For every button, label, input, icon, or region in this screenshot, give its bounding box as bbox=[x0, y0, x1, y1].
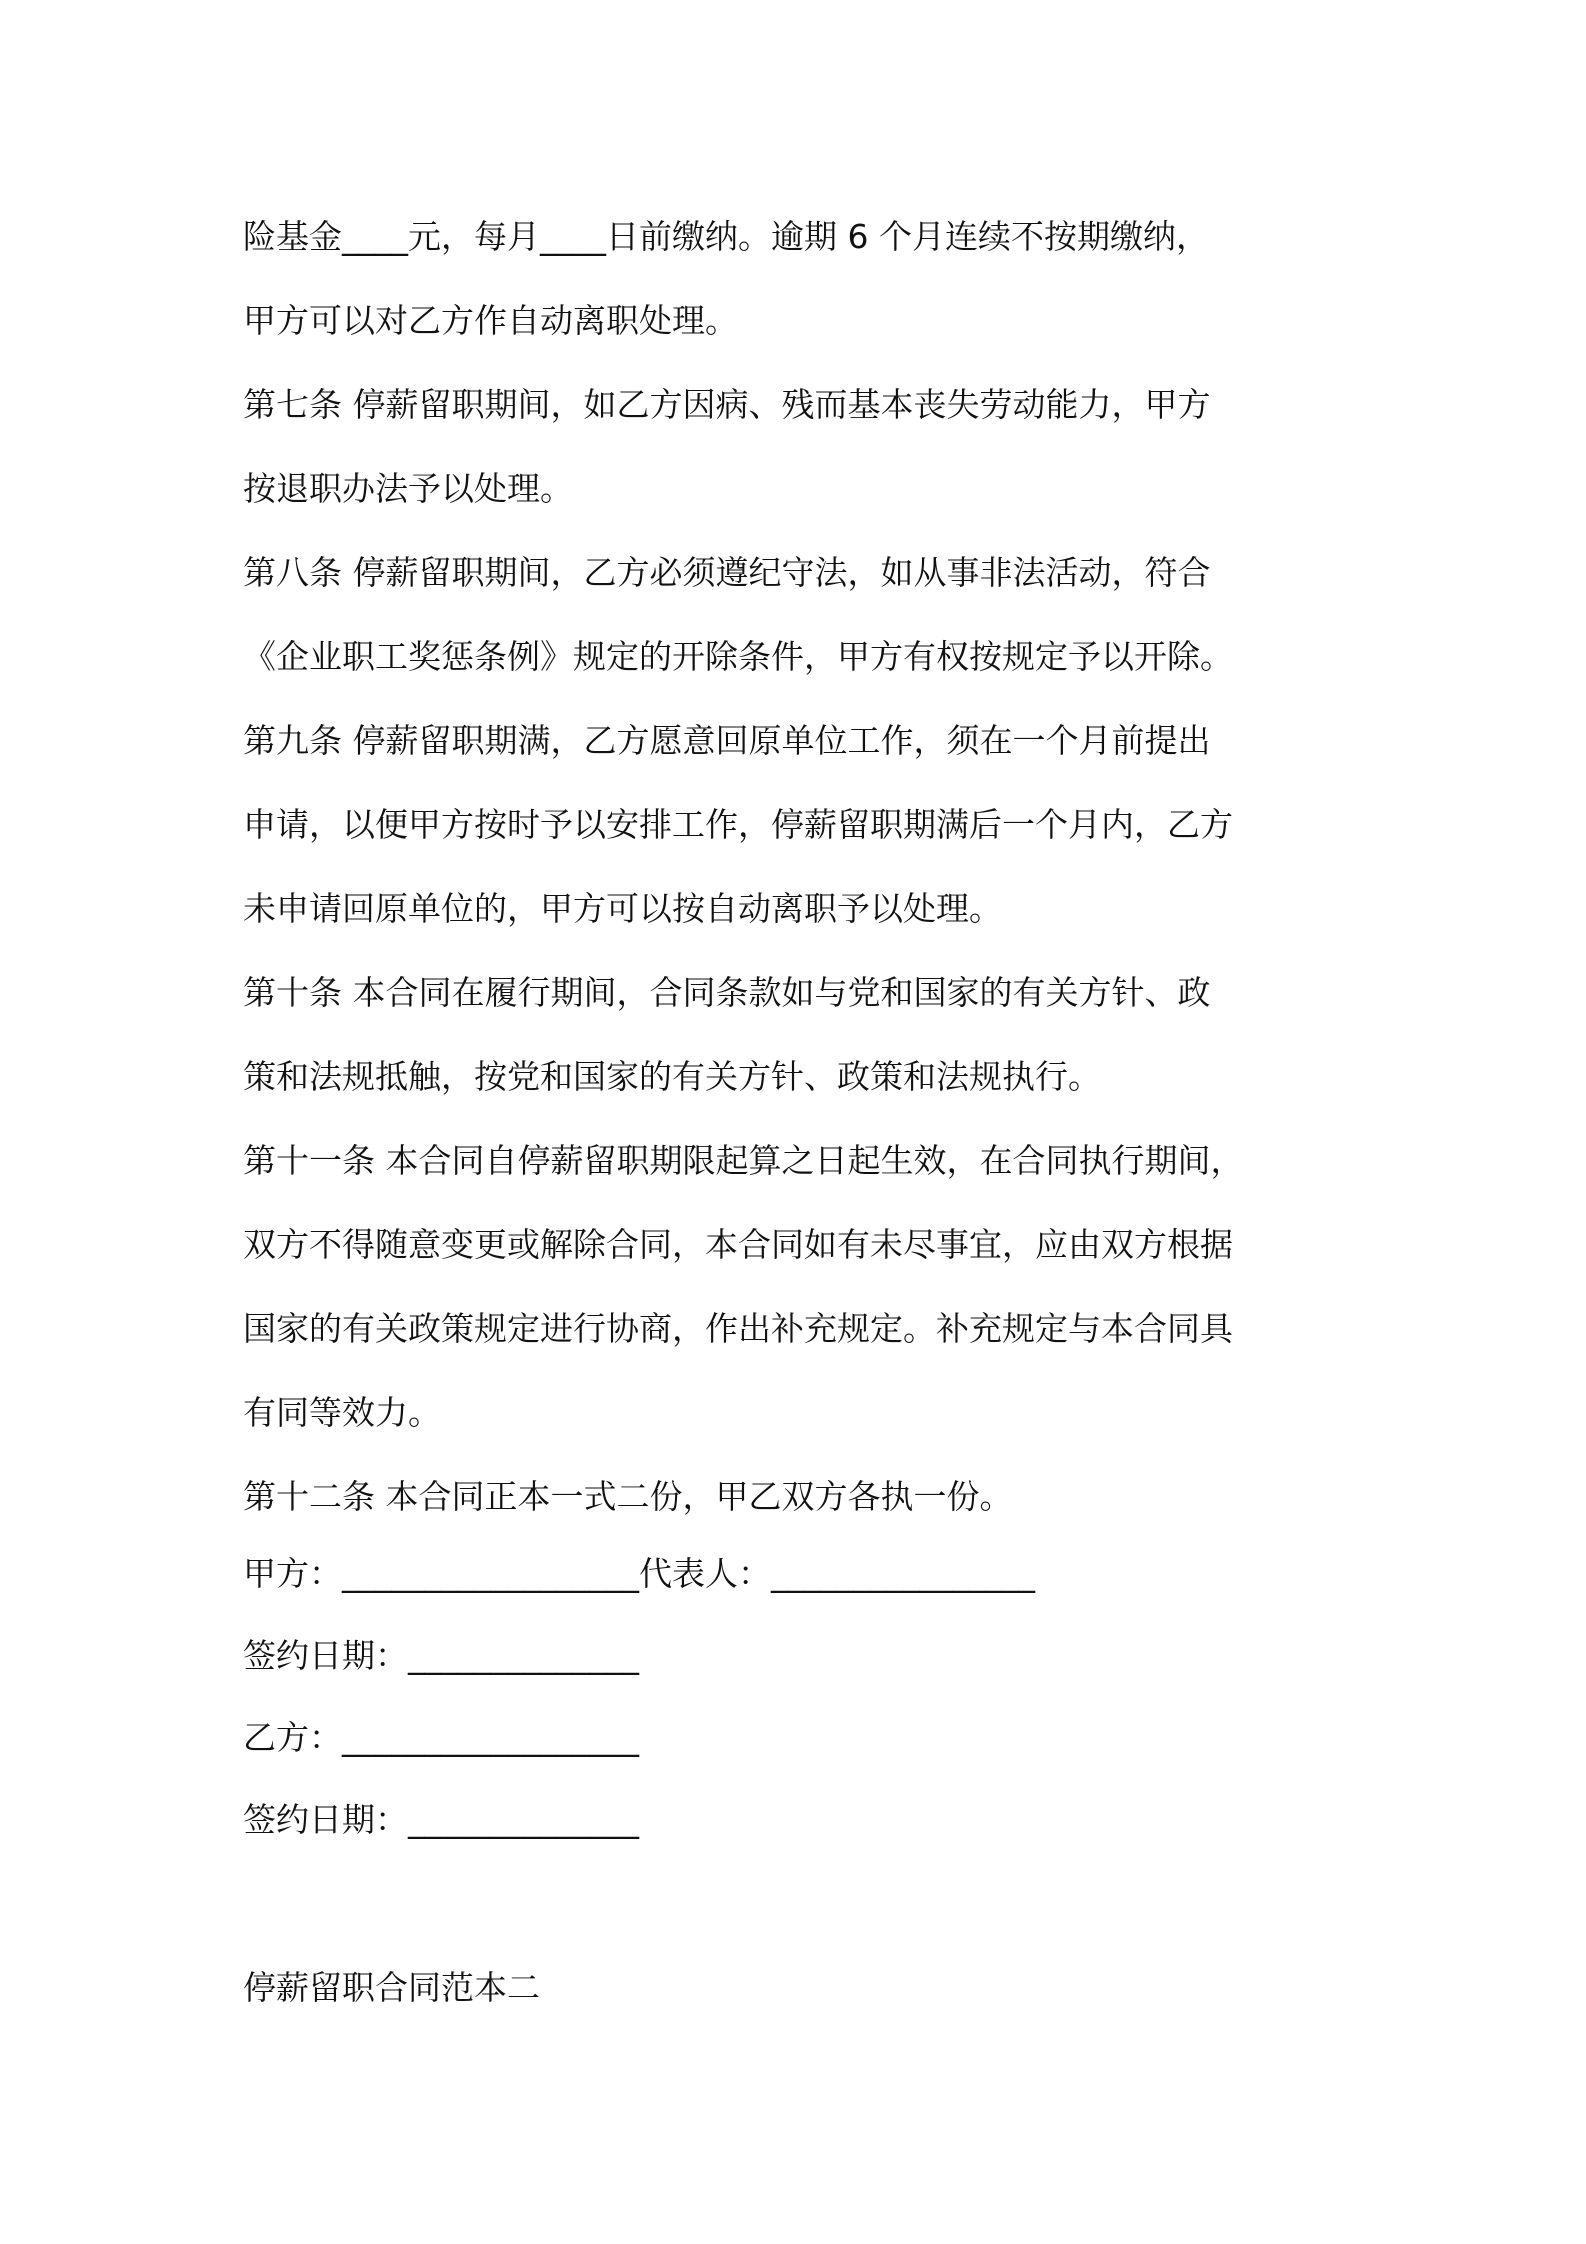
body-line: 按退职办法予以处理。 bbox=[243, 469, 573, 508]
body-line: 未申请回原单位的，甲方可以按自动离职予以处理。 bbox=[243, 889, 1002, 928]
body-line: 第十条 本合同在履行期间，合同条款如与党和国家的有关方针、政 bbox=[243, 973, 1211, 1012]
party-b-signature-line: 乙方：__________________ bbox=[243, 1718, 639, 1757]
body-line: 第八条 停薪留职期间，乙方必须遵纪守法，如从事非法活动，符合 bbox=[243, 553, 1211, 592]
body-line: 险基金____元，每月____日前缴纳。逾期 6 个月连续不按期缴纳， bbox=[243, 217, 1209, 256]
body-line: 申请，以便甲方按时予以安排工作，停薪留职期满后一个月内，乙方 bbox=[243, 805, 1233, 844]
body-line: 双方不得随意变更或解除合同，本合同如有未尽事宜，应由双方根据 bbox=[243, 1225, 1233, 1264]
body-line: 国家的有关政策规定进行协商，作出补充规定。补充规定与本合同具 bbox=[243, 1309, 1233, 1348]
party-b-date-line: 签约日期：______________ bbox=[243, 1800, 639, 1839]
body-line: 第九条 停薪留职期满，乙方愿意回原单位工作，须在一个月前提出 bbox=[243, 721, 1211, 760]
body-line: 第十二条 本合同正本一式二份，甲乙双方各执一份。 bbox=[243, 1477, 1013, 1516]
body-line: 有同等效力。 bbox=[243, 1393, 441, 1432]
contract-body bbox=[243, 195, 1353, 1539]
body-line: 第七条 停薪留职期间，如乙方因病、残而基本丧失劳动能力，甲方 bbox=[243, 385, 1211, 424]
body-line: 第十一条 本合同自停薪留职期限起算之日起生效，在合同执行期间， bbox=[243, 1141, 1244, 1180]
body-line: 甲方可以对乙方作自动离职处理。 bbox=[243, 301, 738, 340]
body-line: 策和法规抵触，按党和国家的有关方针、政策和法规执行。 bbox=[243, 1057, 1101, 1096]
party-a-signature-line: 甲方：__________________代表人：________________ bbox=[243, 1554, 1035, 1593]
body-line: 《企业职工奖惩条例》规定的开除条件，甲方有权按规定予以开除。 bbox=[243, 637, 1233, 676]
party-a-date-line: 签约日期：______________ bbox=[243, 1636, 639, 1675]
next-section-title: 停薪留职合同范本二 bbox=[243, 1968, 540, 2007]
